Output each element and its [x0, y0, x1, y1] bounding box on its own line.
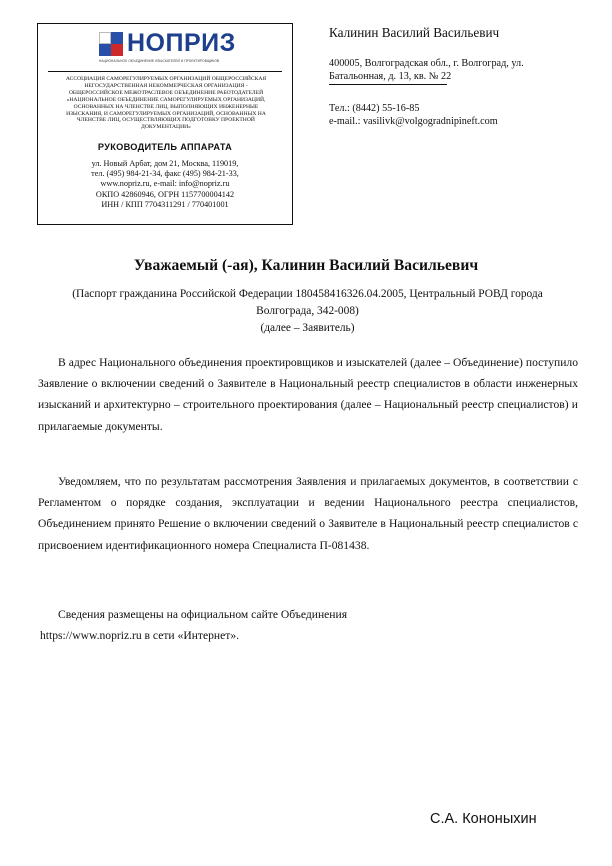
- passport-line2: Волгограда, 342-008): [256, 304, 359, 317]
- addressee-name: Калинин Василий Васильевич: [329, 25, 500, 40]
- body-paragraph-3: [38, 604, 578, 646]
- paragraph-2-text: Уведомляем, что по результатам рассмотрения Заявления и прилагаемых документов, в соответствии с Регламентом о порядке создания, эксплуатации и ведении Национального реестра специалистов, Объединением принято Решение о включении сведений о Заявителе в Национальный реестр специалистов с присвоением идентификационного номера Специалиста П-081438.: [38, 475, 578, 552]
- body-paragraph-2: [38, 471, 578, 556]
- nopriz-logo: [99, 30, 249, 66]
- paragraph-1-text: В адрес Национального объединения проектировщиков и изыскателей (далее – Объединение) поступило Заявление о включении сведений о Заявителе в Национальный реестр специалистов в области инженерных изысканий и архитектурно – строительного проектирования (далее – Национальный реестр специалистов) и прилагаемые документы.: [38, 356, 578, 433]
- sender-inn-kpp: ИНН / КПП 7704311291 / 770401001: [101, 199, 229, 209]
- addressee-address-line2: Батальонная, д. 13, кв. № 22: [329, 70, 452, 82]
- sender-role: РУКОВОДИТЕЛЬ АППАРАТА: [97, 142, 233, 152]
- paragraph-3-line1: [38, 604, 578, 625]
- paragraph-3-line1-text: Сведения размещены на официальном сайте Объединения: [58, 608, 348, 621]
- signature-name: С.А. Кононыхин: [430, 811, 537, 827]
- address-underline: [329, 84, 447, 85]
- addressee-email: e-mail.: vasilivk@volgogradnipineft.com: [329, 115, 498, 127]
- body-paragraph-1: [38, 352, 578, 437]
- sender-okpo-ogrn: ОКПО 42860946, ОГРН 1157700004142: [95, 189, 235, 199]
- addressee-block: [329, 25, 599, 128]
- sender-web-email: www.nopriz.ru, e-mail: info@nopriz.ru: [100, 179, 230, 189]
- organization-description: АССОЦИАЦИЯ САМОРЕГУЛИРУЕМЫХ ОРГАНИЗАЦИЙ ОБЩЕРОССИЙСКАЯ НЕГОСУДАРСТВЕННАЯ НЕКОММЕРЧЕСКАЯ ОРГАНИЗАЦИЯ - ОБЩЕРОССИЙСКОЕ МЕЖОТРАСЛЕВОЕ ОБЪЕДИНЕНИЕ РАБОТОДАТЕЛЕЙ «НАЦИОНАЛЬНОЕ ОБЪЕДИНЕНИЕ САМОРЕГУЛИРУЕМЫХ ОРГАНИЗАЦИЙ, ОСНОВАННЫХ НА ЧЛЕНСТВЕ ЛИЦ, ВЫПОЛНЯЮЩИХ ИНЖЕНЕРНЫЕ ИЗЫСКАНИЯ, И САМОРЕГУЛИРУЕМЫХ ОРГАНИЗАЦИЙ, ОСНОВАННЫХ НА ЧЛЕНСТВЕ ЛИЦ, ОСУЩЕСТВЛЯЮЩИХ ПОДГОТОВКУ ПРОЕКТНОЙ ДОКУМЕНТАЦИИ»: [65, 76, 267, 131]
- logo-text: НОПРИЗ: [127, 29, 236, 57]
- letterhead-box: [37, 23, 293, 225]
- salutation-heading: Уважаемый (-ая), Калинин Василий Васильевич: [133, 257, 479, 274]
- addressee-phone: Тел.: (8442) 55-16-85: [329, 103, 420, 114]
- sender-address: ул. Новый Арбат, дом 21, Москва, 119019,: [91, 159, 239, 168]
- sender-contacts: [58, 159, 272, 210]
- sender-phone: тел. (495) 984-21-34, факс (495) 984-21-33,: [91, 169, 239, 179]
- paragraph-3-line2: https://www.nopriz.ru в сети «Интернет».: [40, 629, 240, 643]
- passport-line1: (Паспорт гражданина Российской Федерации 180458416326.04.2005, Центральный РОВД города: [72, 288, 543, 300]
- logo-subtitle: НАЦИОНАЛЬНОЕ ОБЪЕДИНЕНИЕ ИЗЫСКАТЕЛЕЙ И ПРОЕКТИРОВЩИКОВ: [99, 59, 220, 63]
- flag-square-icon: [99, 32, 123, 56]
- passport-details: [40, 286, 575, 336]
- passport-line3: (далее – Заявитель): [260, 321, 355, 334]
- letterhead-divider: [48, 71, 282, 72]
- addressee-address-line1: 400005, Волгоградская обл., г. Волгоград, ул.: [329, 58, 524, 69]
